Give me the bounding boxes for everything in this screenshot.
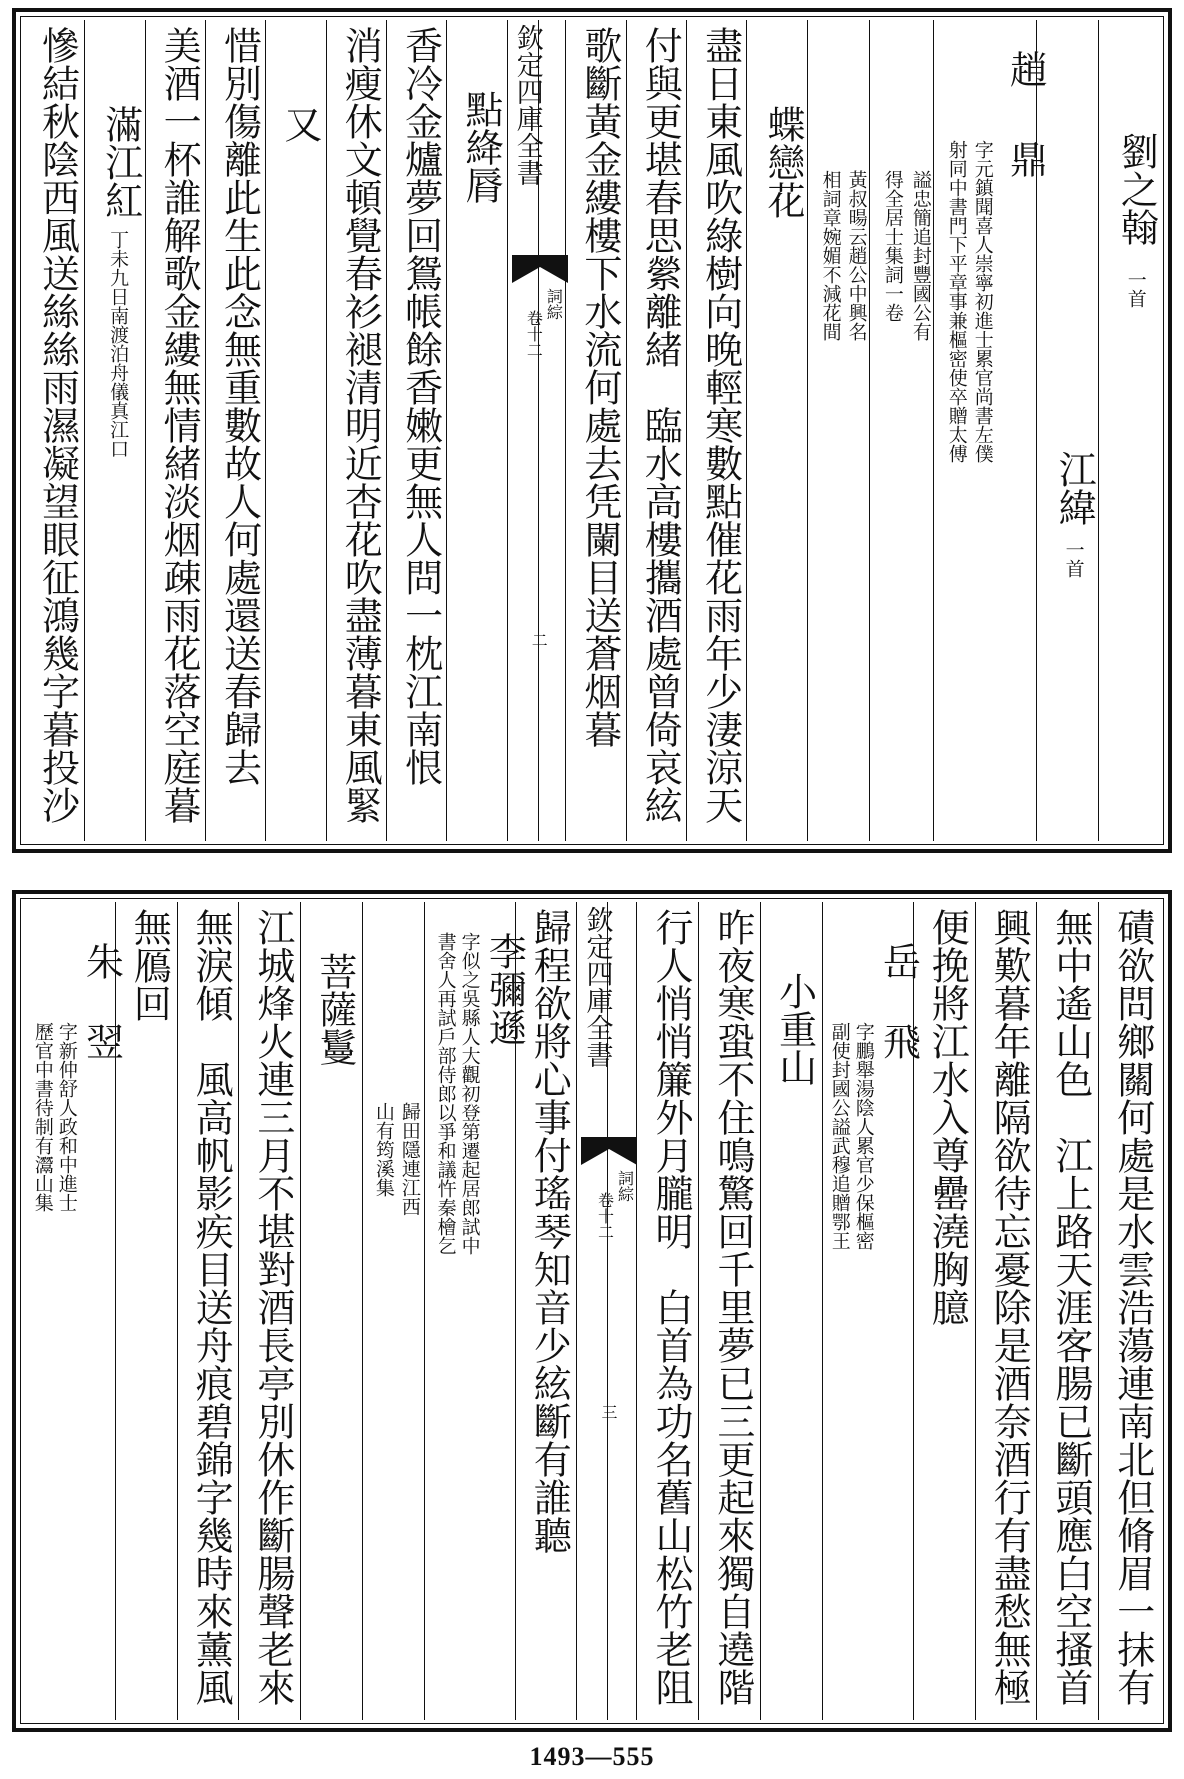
text-column: 劉之翰 一首 (1098, 20, 1160, 841)
text-column: 慘結秋陰西風送絲絲雨濕凝望眼征鴻幾字暮投沙 (35, 26, 80, 824)
annotation-column: 黃叔暘云趙公中興名 相詞章婉媚不減花間 (807, 20, 869, 841)
fish-tail-mark-icon (512, 255, 568, 285)
text-column: 行人悄悄簾外月朧明 白首為功名舊山松竹老阻 (636, 902, 698, 1720)
volume-label: 詞綜 (615, 1170, 635, 1202)
book-title: 欽定四庫全書 (511, 24, 543, 186)
text-column: 興歎暮年離隔欲待忘憂除是酒奈酒行有盡愁無極 (975, 902, 1037, 1720)
text-column: 江城烽火連三月不堪對酒長亭別休作斷腸聲老來 (238, 902, 300, 1720)
author-column: 朱 翌 字新仲舒人政和中進士 歷官中書待制有灊山集 (31, 942, 124, 1212)
text-column: 便挽將江水入尊罍澆胸臆 (913, 902, 975, 1720)
annotation-column: 歸田隱連江西 山有筠溪集 (362, 902, 424, 1720)
author-column: 趙 鼎 字元鎮聞喜人崇寧初進士累官尚書左僕 射同中書門下平章事兼樞密使卒贈太傅 (933, 20, 1036, 841)
text-column: 無鴈回 (115, 902, 177, 1720)
tune-title: 點絳脣 (446, 20, 506, 841)
text-column: 歌斷黃金縷樓下水流何處去凭闌目送蒼烟暮 (565, 20, 625, 841)
tune-title: 小重山 (760, 902, 822, 1720)
tune-title: 又 (265, 20, 325, 841)
juan-label: 卷十二 (595, 1192, 615, 1240)
text-column: 惜別傷離此生此念無重數故人何處還送春歸去 (205, 20, 265, 841)
text-column: 付與更堪春思縈離緒 臨水高樓攜酒處曾倚哀絃 (626, 20, 686, 841)
tune-title: 蝶戀花 (746, 20, 806, 841)
text-column: 昨夜寒蛩不住鳴驚回千里夢已三更起來獨自遶階 (698, 902, 760, 1720)
leaf-number: 三 (601, 1403, 618, 1422)
volume-label: 詞綜 (544, 288, 564, 320)
bottom-page (12, 890, 1172, 1732)
center-strip (507, 20, 566, 841)
tune-title: 滿江紅 丁未九日南渡泊舟儀真江口 (84, 20, 144, 841)
juan-label: 卷十二 (524, 310, 544, 358)
text-column: 江緯 一首 (1036, 20, 1098, 841)
text-column: 香冷金爐夢回鴛帳餘香嫩更無人問一枕江南恨 (386, 20, 446, 841)
tune-title: 菩薩鬘 (300, 902, 362, 1720)
text-column: 磧欲問鄉關何處是水雲浩蕩連南北但脩眉一抹有 (1098, 902, 1160, 1720)
text-column: 無中遙山色 江上路天涯客腸已斷頭應白空搔首 (1036, 902, 1098, 1720)
page-number: 1493—555 (529, 1742, 655, 1771)
author-column: 李彌遜 字似之吳縣人大觀初登第遷起居郎試中 書舍人再試戶部侍郎以爭和議忤秦檜乞 (424, 902, 515, 1720)
text-column: 無淚傾 風高帆影疾目送舟痕碧錦字幾時來薰風 (177, 902, 239, 1720)
center-strip (576, 902, 636, 1720)
text-column: 美酒一杯誰解歌金縷無情緒淡烟疎雨花落空庭暮 (145, 20, 205, 841)
top-page (12, 8, 1172, 853)
text-column: 歸程欲將心事付瑤琴知音少絃斷有誰聽 (515, 902, 577, 1720)
author-column: 岳 飛 字鵬舉湯陰人累官少保樞密 副使封國公謚武穆追贈鄂王 (822, 902, 913, 1720)
book-title: 欽定四庫全書 (581, 906, 613, 1068)
text-column: 盡日東風吹綠樹向晚輕寒數點催花雨年少淒涼天 (686, 20, 746, 841)
fish-tail-mark-icon (581, 1137, 637, 1167)
leaf-number: 二 (531, 631, 548, 650)
annotation-column: 謚忠簡追封豐國公有 得全居士集詞一卷 (869, 20, 933, 841)
text-column: 消瘦休文頓覺春衫褪清明近杏花吹盡薄暮東風緊 (326, 20, 386, 841)
